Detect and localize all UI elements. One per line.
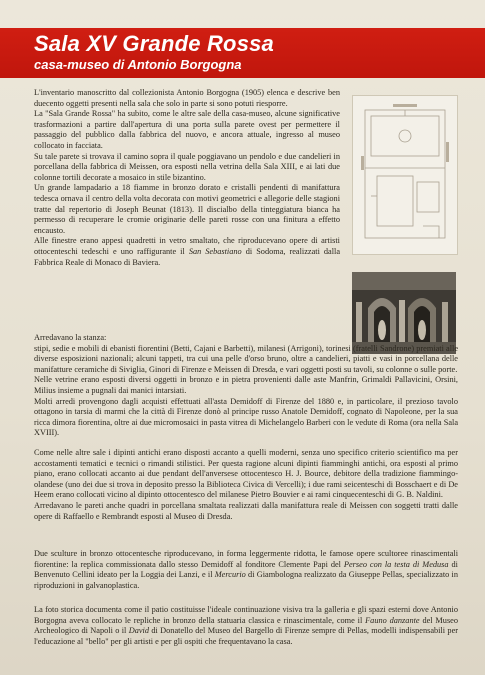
artwork-title: Fauno danzante [365, 615, 420, 625]
page-title: Sala XV Grande Rossa [34, 31, 274, 56]
text-span: di Giambologna realizzato da Giuseppe Pellas, specializzato in riproduzioni in galvanoplastica. [34, 570, 458, 590]
artwork-title: David [128, 626, 149, 636]
title-banner [0, 28, 485, 78]
text-span: La foto storica documenta come il patio costituisse l'ideale continuazione visiva tra la galleria e gli spazi esterni dove Antonio Borgogna aveva collocato le repliche in bronzo della statuaria classica e rinascimentale, come il [34, 605, 458, 625]
text-span: di Donatello del Museo del Bargello di Firenze sempre di Pellas, modelli indispensabili per l'educazione al "bello" per gli artisti e per gli ospiti che frequentavano la casa. [34, 626, 459, 646]
artwork-title: San Sebastiano [188, 246, 242, 256]
paragraph [34, 549, 458, 591]
paragraph: Un grande lampadario a 18 fiamme in bronzo dorato e cristalli pendenti di manifattura tedesca ornava il centro della volta decorata con motivi geometrici e allegorie delle stagioni tratte dal repertorio di Joseph Beunat (1813). Il discialbo della tinteggiatura bianca ha permesso di recuperare le cromie originarie delle pareti rosse con una finitura a effetto encausto. [34, 183, 340, 235]
text-block-paintings [34, 448, 458, 522]
paragraph: La "Sala Grande Rossa" ha subito, come le altre sale della casa-museo, alcune significative trasformazioni a partire dall'apertura di una porta sulla parete ovest per permettere il passaggio del pubblico dalla fabbrica del nuovo, e ancora attuale, ingresso al museo collocato in facciata. [34, 109, 340, 150]
artwork-title: Mercurio [214, 570, 246, 580]
text-block-history [34, 88, 340, 268]
text-block-patio [34, 605, 458, 647]
paragraph [34, 236, 340, 268]
paragraph: Come nelle altre sale i dipinti antichi erano disposti accanto a quelli moderni, senza uno specifico criterio scientifico ma per accostamenti tematici e tecnici o rimandi stilistici. Per questa ragione alcuni dipinti fiamminghi antichi, ora esposti al primo piano, erano collocati accanto ai due pendant dell'anversese ottocentesco H. J. Bource, debitore della tradizione fiammingo-olandese (uno dei due si trova in deposito presso la Biblioteca Civica di Vercelli); i due rami seicenteschi di Bosschaert e di De Heem erano collocati vicino al dipinto ottocentesco del milanese Pietro Bouvier e ai rami cinquecenteschi di G. B. Naldini. [34, 448, 458, 500]
text-span: Due sculture in bronzo ottocentesche riproducevano, in forma leggermente ridotta, le famose opere scultoree rinascimentali fiorentine: la replica commissionata dallo stesso Demidoff al fonditore Clemente Papi del [34, 549, 458, 569]
paragraph [34, 605, 458, 647]
text-span: del Museo Archeologico di Napoli o il [34, 615, 459, 636]
floor-plan-drawing [353, 96, 457, 254]
paragraph: Arredavano le pareti anche quadri in porcellana smaltata realizzati dalla manifattura reale di Meissen con soggetti tratti dalle opere di Raffaello e Rembrandt esposti al Museo di Dresda. [34, 500, 458, 521]
paragraph: Molti arredi provengono dagli acquisti effettuati all'asta Demidoff di Firenze del 1880 e, in particolare, il prezioso tavolo ottagono in tarsia di marmi che la città di Firenze donò al principe russo Anatole Demidoff, cognato di Napoleone, per la sua ricca dimora fiorentina, oltre ai due micromosaici in pasta vitrea di Michelangelo Barberi con le vedute di Roma (ora nella Sala XVIII). [34, 396, 458, 438]
paragraph: stipi, sedie e mobili di ebanisti fiorentini (Betti, Cajani e Barbetti), milanesi (Arrigoni), torinesi (fratelli Sandrone) premiati alle diverse esposizioni nazionali; alcuni tappeti, tra cui una pelle d'orso bruno, oltre a candelieri, piatti e vasi in porcellana delle manifatture ceramiche di Siviglia, Ginori di Firenze e Meissen di Dresda, e vari oggetti posti su tavoli, su colonne o sulle porte. [34, 343, 458, 374]
text-span: di Sodoma, realizzati dalla Fabbrica Reale di Monaco di Baviera. [34, 246, 341, 267]
text-block-furnishings [34, 333, 458, 439]
paragraph: L'inventario manoscritto dal collezionista Antonio Borgogna (1905) elenca e descrive ben duecento oggetti presenti nella sala che solo in parte si sono potuti riesporre. [34, 88, 340, 108]
paragraph: Nelle vetrine erano esposti diversi oggetti in bronzo e in pietra provenienti dalle aste Manfrin, Grimaldi Pallavicini, Orsini, Milius insieme a pugnali dai manici intarsiati. [34, 375, 458, 395]
text-block-sculptures [34, 549, 458, 591]
text-span: di Benvenuto Cellini ideato per la Loggia dei Lanzi, e il [34, 559, 458, 580]
page-subtitle: casa-museo di Antonio Borgogna [34, 57, 242, 72]
artwork-title: Perseo con la testa di Medusa [343, 559, 449, 569]
text-span: Alle finestre erano appesi quadretti in vetro smaltato, che riproducevano opere di artisti ottocenteschi tedeschi e uno raffigurante il [34, 236, 340, 256]
paragraph: Arredavano la stanza: [34, 333, 107, 342]
floor-plan-image [352, 95, 458, 255]
paragraph: Su tale parete si trovava il camino sopra il quale poggiavano un pendolo e due candelieri in porcellana della fabbrica di Meissen, ora esposti nella vetrina della Sala XIII, e ai lati due colonne tortili decorate a mosaico in stile bizantino. [34, 151, 340, 182]
